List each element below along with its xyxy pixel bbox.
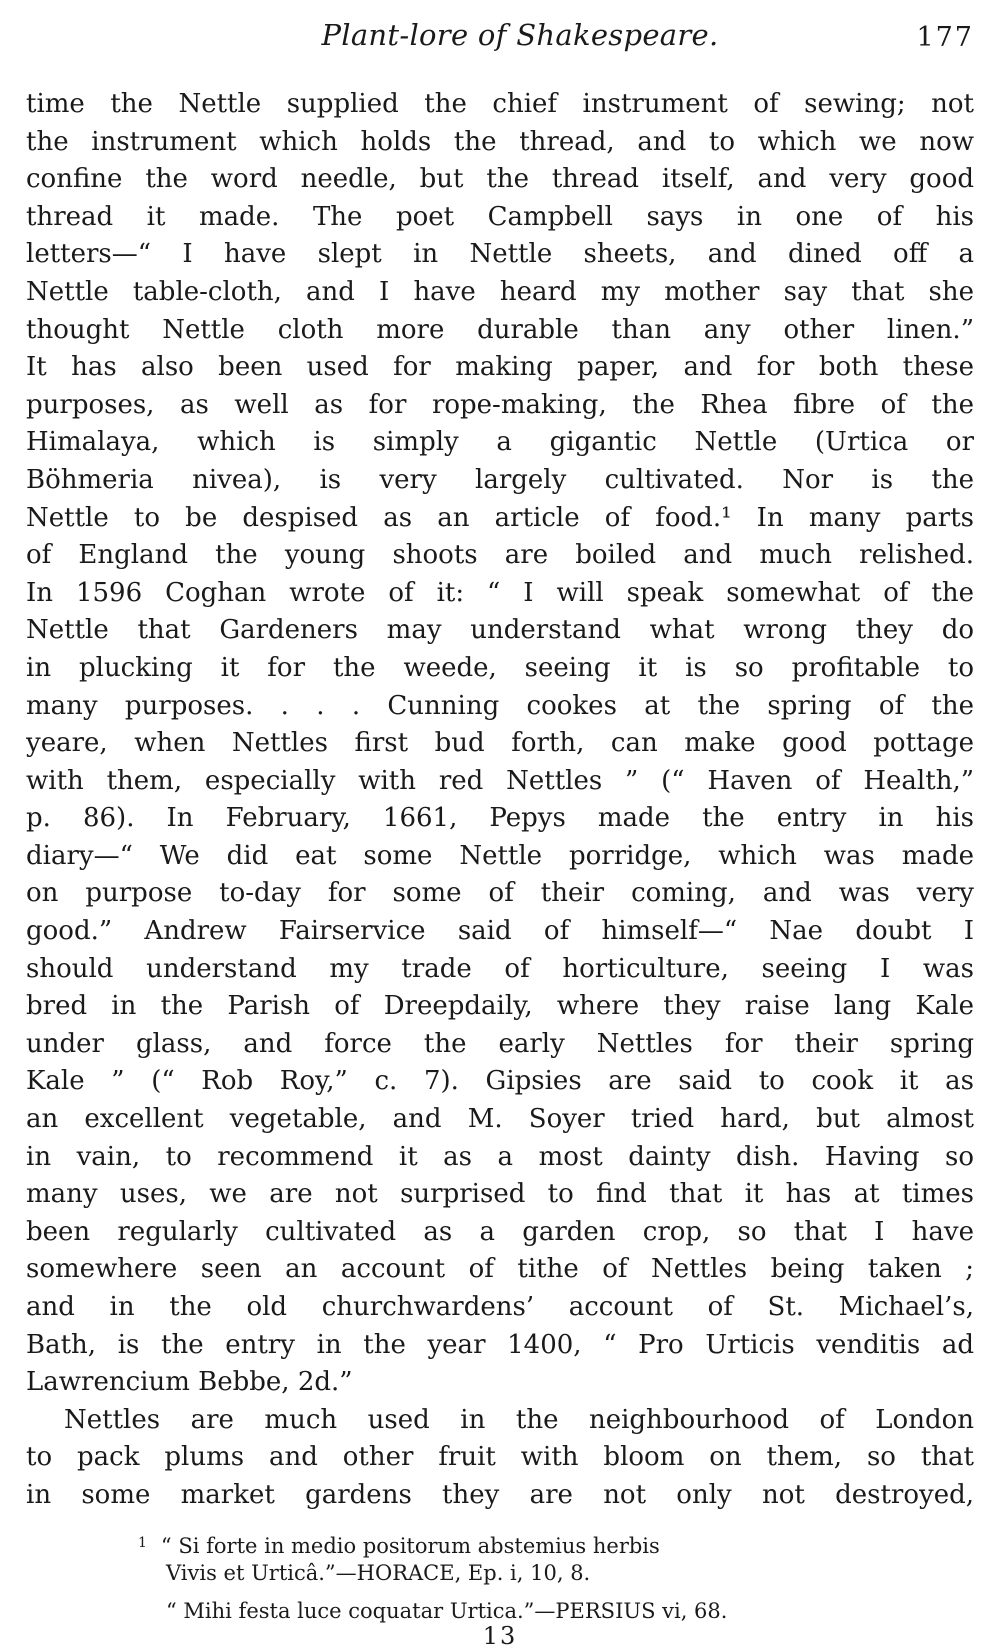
text-line: of England the young shoots are boiled and much relished. [26, 540, 974, 571]
running-title: Plant-lore of Shakespeare. [321, 18, 719, 52]
text-line: somewhere seen an account of tithe of Nettles being taken ; [26, 1254, 974, 1285]
text-line: time the Nettle supplied the chief instrument of sewing; not [26, 89, 974, 119]
text-line: many purposes. . . . Cunning cookes at the spring of the [26, 690, 974, 721]
text-line: Himalaya, which is simply a gigantic Nettle (Urtica or [26, 427, 974, 458]
paragraph-start-line: Nettles are much used in the neighbourhood of London [64, 1404, 974, 1435]
text-line: and in the old churchwardens’ account of St. Michael’s, [26, 1292, 974, 1322]
paragraph-end-line: Lawrencium Bebbe, 2d.” [26, 1367, 353, 1398]
text-line: yeare, when Nettles first bud forth, can make good pottage [26, 728, 974, 759]
text-line: Nettle that Gardeners may understand what wrong they do [26, 615, 974, 646]
text-line: an excellent vegetable, and M. Soyer tried hard, but almost [26, 1104, 974, 1135]
text-line: Kale ” (“ Rob Roy,” c. 7). Gipsies are said to cook it as [26, 1066, 974, 1097]
page-number: 177 [916, 22, 974, 53]
body-text [26, 86, 974, 1515]
footnote-2: “ Mihi festa luce coquatar Urtica.”—PERSIUS vi, 68. [166, 1599, 728, 1623]
text-line: thought Nettle cloth more durable than any other linen.” [26, 314, 974, 345]
footnote-1-line-1 [26, 1528, 974, 1558]
signature-mark: 13 [482, 1622, 518, 1650]
text-line: p. 86). In February, 1661, Pepys made the entry in his [26, 803, 974, 834]
text-line: Bath, is the entry in the year 1400, “ Pro Urticis venditis ad [26, 1329, 974, 1360]
footnote-marker: 1 [138, 1535, 147, 1551]
text-line: in plucking it for the weede, seeing it is so profitable to [26, 652, 974, 683]
text-line: Nettle to be despised as an article of food.¹ In many parts [26, 502, 974, 533]
text-line: bred in the Parish of Dreepdaily, where they raise lang Kale [26, 991, 974, 1022]
text-line: with them, especially with red Nettles ” (“ Haven of Health,” [26, 765, 974, 796]
text-line: many uses, we are not surprised to find that it has at times [26, 1179, 974, 1210]
text-line: Böhmeria nivea), is very largely cultivated. Nor is the [26, 464, 974, 495]
footnote-1-line-2: Vivis et Urticâ.”—HORACE, Ep. i, 10, 8. [166, 1561, 591, 1585]
text-line: diary—“ We did eat some Nettle porridge, which was made [26, 840, 974, 871]
text-line: in vain, to recommend it as a most dainty dish. Having so [26, 1141, 974, 1172]
text-line: thread it made. The poet Campbell says in one of his [26, 201, 974, 232]
text-line: It has also been used for making paper, and for both these [26, 352, 974, 383]
text-line: letters—“ I have slept in Nettle sheets, and dined off a [26, 239, 974, 270]
running-head [26, 18, 974, 58]
footnotes [26, 1528, 974, 1626]
footnote-1-quote: “ Si forte in medio positorum abstemius herbis [160, 1534, 660, 1558]
text-line: confine the word needle, but the thread itself, and very good [26, 164, 974, 195]
text-line: Nettle table-cloth, and I have heard my mother say that she [26, 276, 974, 307]
text-line: purposes, as well as for rope-making, the Rhea fibre of the [26, 389, 974, 420]
text-line: In 1596 Coghan wrote of it: “ I will speak somewhat of the [26, 577, 974, 608]
text-line: should understand my trade of horticulture, seeing I was [26, 953, 974, 984]
text-line: the instrument which holds the thread, and to which we now [26, 126, 974, 157]
book-page [26, 0, 974, 1652]
text-line: under glass, and force the early Nettles for their spring [26, 1028, 974, 1059]
text-line: been regularly cultivated as a garden crop, so that I have [26, 1216, 974, 1247]
text-line: on purpose to-day for some of their coming, and was very [26, 878, 974, 909]
text-line: good.” Andrew Fairservice said of himself—“ Nae doubt I [26, 916, 974, 947]
text-line: to pack plums and other fruit with bloom on them, so that [26, 1442, 974, 1473]
text-line: in some market gardens they are not only not destroyed, [26, 1479, 974, 1510]
